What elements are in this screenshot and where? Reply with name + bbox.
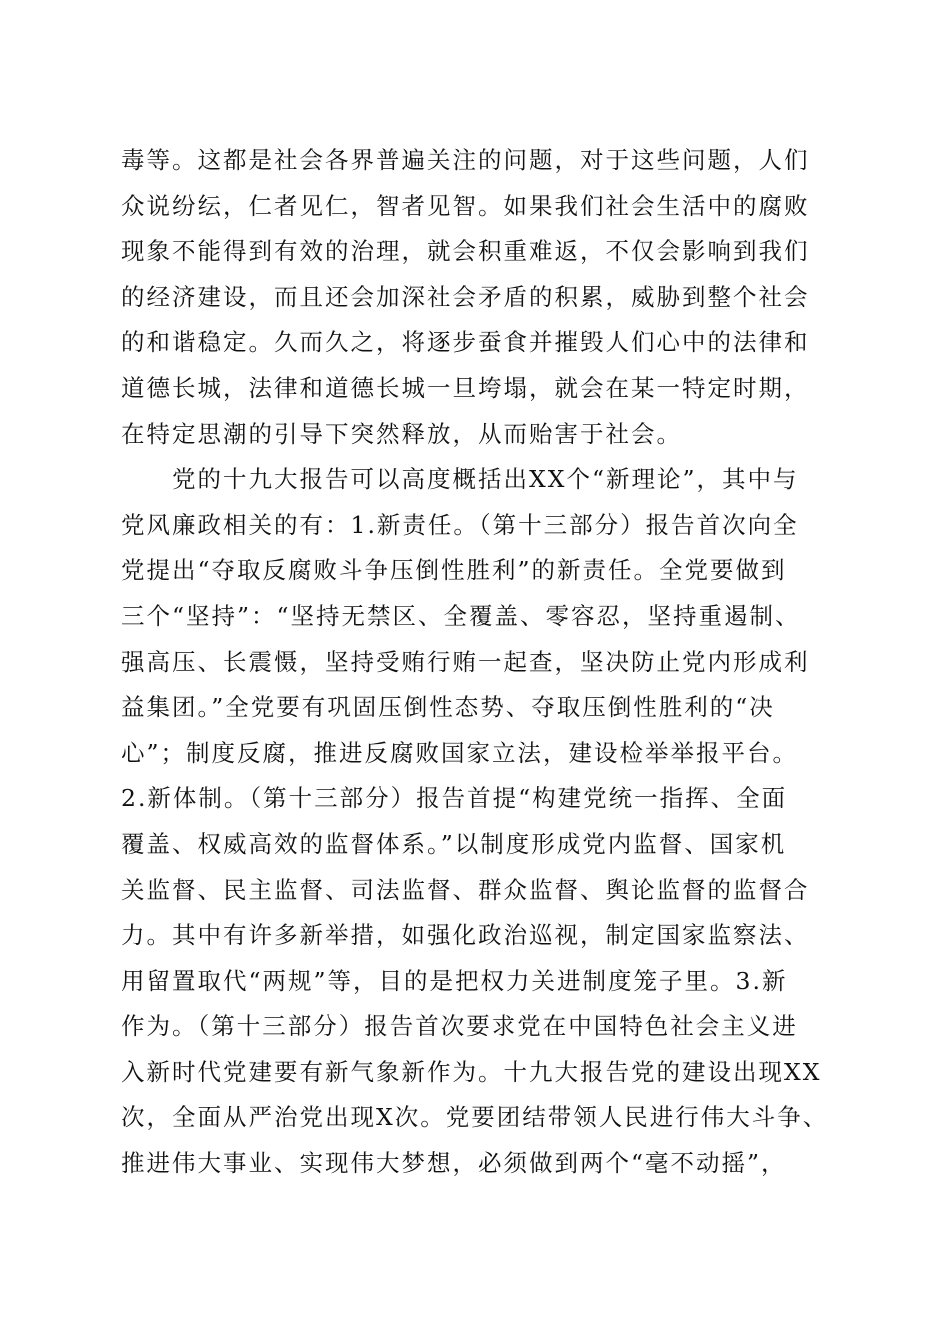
text-line: 心”；制度反腐，推进反腐败国家立法，建设检举举报平台。 — [121, 738, 799, 767]
text-line: 用留置取代“两规”等，目的是把权力关进制度笼子里。3.新 — [121, 966, 788, 995]
text-line: 力。其中有许多新举措，如强化政治巡视，制定国家监察法、 — [121, 921, 810, 950]
text-line: 关监督、民主监督、司法监督、群众监督、舆论监督的监督合 — [121, 875, 810, 904]
text-line: 党提出“夺取反腐败斗争压倒性胜利”的新责任。全党要做到 — [121, 556, 787, 585]
text-line: 毒等。这都是社会各界普遍关注的问题，对于这些问题，人们 — [121, 146, 810, 174]
paragraph-start-line: 党的十九大报告可以高度概括出XX个“新理论”，其中与 — [121, 465, 799, 494]
text-line: 入新时代党建要有新气象新作为。十九大报告党的建设出现XX — [121, 1057, 822, 1086]
text-line: 道德长城，法律和道德长城一旦垮塌，就会在某一特定时期， — [121, 373, 810, 402]
text-line: 在特定思潮的引导下突然释放，从而贻害于社会。 — [121, 419, 682, 448]
text-line: 的和谐稳定。久而久之，将逐步蚕食并摧毁人们心中的法律和 — [121, 328, 810, 357]
text-line: 作为。（第十三部分）报告首次要求党在中国特色社会主义进 — [121, 1012, 798, 1041]
text-line: 推进伟大事业、实现伟大梦想，必须做到两个“毫不动摇”， — [121, 1149, 787, 1178]
text-line: 党风廉政相关的有：1.新责任。（第十三部分）报告首次向全 — [121, 510, 799, 539]
text-line: 2.新体制。（第十三部分）报告首提“构建党统一指挥、全面 — [121, 784, 788, 813]
text-line: 三个“坚持”：“坚持无禁区、全覆盖、零容忍，坚持重遏制、 — [121, 601, 801, 630]
text-line: 强高压、长震慑，坚持受贿行贿一起查，坚决防止党内形成利 — [121, 647, 810, 676]
text-line: 覆盖、权威高效的监督体系。”以制度形成党内监督、国家机 — [121, 829, 787, 858]
text-line: 次，全面从严治党出现X次。党要团结带领人民进行伟大斗争、 — [121, 1103, 829, 1132]
text-line: 众说纷纭，仁者见仁，智者见智。如果我们社会生活中的腐败 — [121, 191, 810, 220]
text-line: 益集团。”全党要有巩固压倒性态势、夺取压倒性胜利的“决 — [121, 693, 775, 722]
body-text — [121, 138, 841, 1187]
text-line: 现象不能得到有效的治理，就会积重难返，不仅会影响到我们 — [121, 237, 810, 266]
text-line: 的经济建设，而且还会加深社会矛盾的积累，威胁到整个社会 — [121, 282, 810, 311]
